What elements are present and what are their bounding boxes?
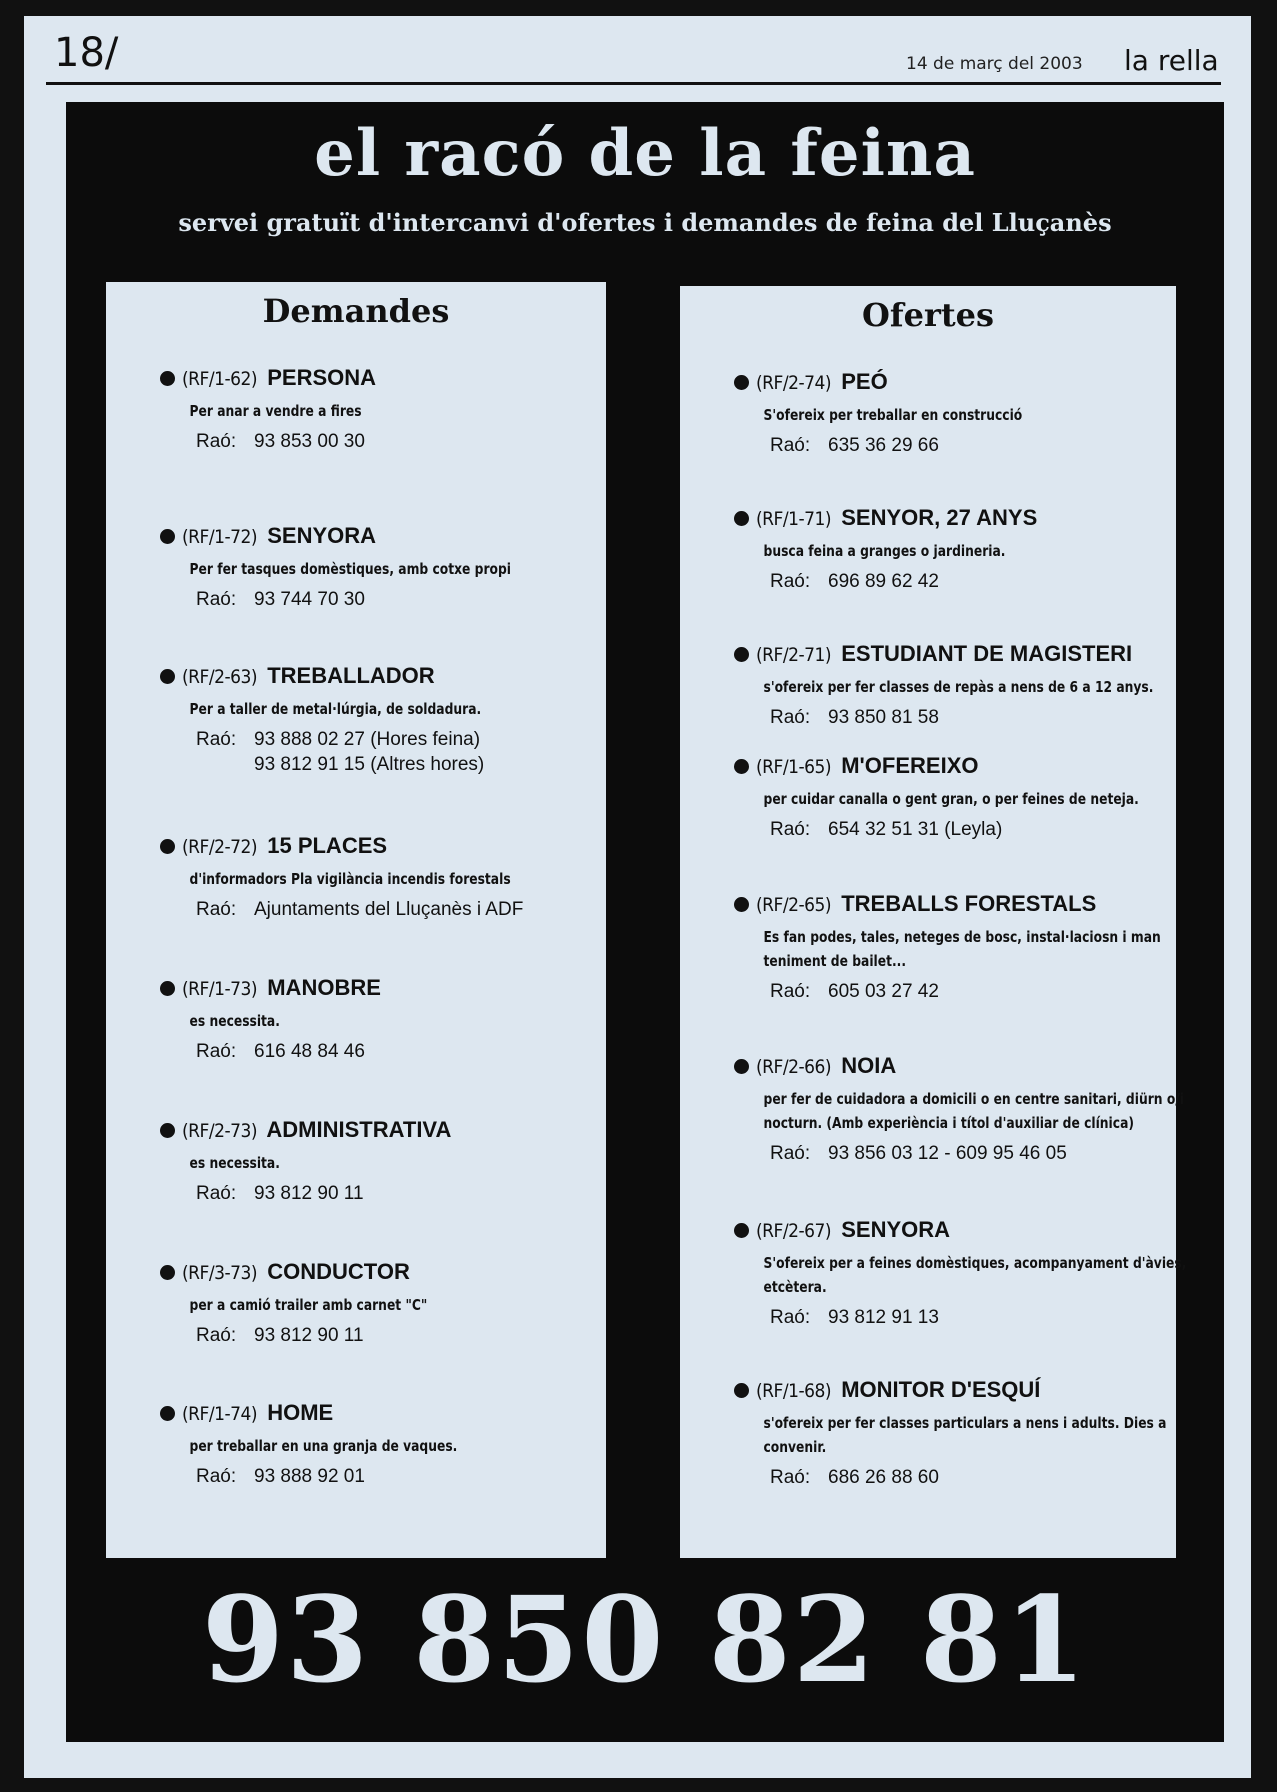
rao-label: Raó: — [770, 435, 811, 456]
entry-title: TREBALLS FORESTALS — [841, 891, 1097, 916]
bullet-icon — [734, 1059, 749, 1074]
entry-ref: (RF/2-67) — [756, 1220, 832, 1242]
offer-item — [734, 1376, 1167, 1490]
entry-title: PEÓ — [841, 369, 888, 394]
rao-label: Raó: — [770, 1307, 811, 1328]
entry-contact: 93 888 02 27 (Hores feina) — [254, 729, 481, 750]
entry-ref: (RF/1-71) — [756, 508, 832, 530]
offer-item — [734, 504, 1164, 594]
entry-title: HOME — [267, 1400, 334, 1425]
entry-ref: (RF/2-66) — [756, 1056, 832, 1078]
entry-ref: (RF/1-73) — [182, 978, 258, 1000]
entry-description: per fer de cuidadora a domicili o en centre sanitari, diürn o/i nocturn. (Amb experiència i títol d'auxiliar de clínica) — [763, 1090, 1184, 1132]
rao-label: Raó: — [196, 899, 237, 920]
bullet-icon — [734, 1223, 749, 1238]
entry-description: S'ofereix per treballar en construcció — [763, 406, 1023, 424]
demand-item — [160, 522, 590, 612]
bullet-icon — [160, 529, 175, 544]
entry-description: Per fer tasques domèstiques, amb cotxe propi — [189, 560, 512, 578]
entry-description: d'informadors Pla vigilància incendis forestals — [189, 870, 511, 888]
entry-contact-secondary: 93 812 91 15 (Altres hores) — [254, 754, 485, 775]
bullet-icon — [160, 1406, 175, 1421]
entry-title: SENYOR, 27 ANYS — [841, 505, 1038, 530]
entry-title: MONITOR D'ESQUÍ — [841, 1377, 1041, 1402]
entry-contact: 605 03 27 42 — [828, 981, 939, 1002]
issue-date: 14 de març del 2003 — [906, 54, 1083, 74]
rao-label: Raó: — [770, 1143, 811, 1164]
rao-label: Raó: — [196, 1466, 237, 1487]
entry-ref: (RF/2-72) — [182, 836, 258, 858]
entry-ref: (RF/1-68) — [756, 1380, 832, 1402]
entry-ref: (RF/1-74) — [182, 1403, 258, 1425]
entry-description: per treballar en una granja de vaques. — [189, 1437, 458, 1455]
demand-item — [160, 974, 590, 1064]
entry-title: M'OFEREIXO — [841, 753, 979, 778]
bullet-icon — [160, 839, 175, 854]
ofertes-heading: Ofertes — [861, 296, 994, 334]
bullet-icon — [160, 669, 175, 684]
entry-description: Es fan podes, tales, neteges de bosc, instal·laciosn i man teniment de bailet... — [763, 928, 1161, 970]
demand-item — [160, 1116, 590, 1206]
section-subtitle: servei gratuït d'intercanvi d'ofertes i demandes de feina del Lluçanès — [178, 208, 1112, 237]
offer-item — [734, 752, 1164, 842]
entry-contact: 654 32 51 31 (Leyla) — [828, 819, 1003, 840]
rao-label: Raó: — [196, 589, 237, 610]
offer-item — [734, 1052, 1184, 1166]
ofertes-column — [680, 286, 1187, 1558]
contact-phone: 93 850 82 81 — [201, 1570, 1089, 1709]
rao-label: Raó: — [770, 981, 811, 1002]
page-number: 18/ — [54, 30, 119, 76]
rao-label: Raó: — [196, 1183, 237, 1204]
entry-ref: (RF/2-73) — [182, 1120, 258, 1142]
entry-title: TREBALLADOR — [267, 663, 435, 688]
publication-name: la rella — [1124, 44, 1219, 77]
demand-item — [160, 1258, 590, 1348]
entry-description: S'ofereix per a feines domèstiques, acompanyament d'àvies, etcètera. — [763, 1254, 1187, 1296]
entry-ref: (RF/2-71) — [756, 644, 832, 666]
demand-item — [160, 662, 590, 777]
bullet-icon — [160, 371, 175, 386]
bullet-icon — [734, 647, 749, 662]
offer-item — [734, 1216, 1187, 1330]
entry-contact: 93 853 00 30 — [254, 431, 365, 452]
rao-label: Raó: — [196, 431, 237, 452]
section-title: el racó de la feina — [314, 116, 976, 191]
entry-contact: 616 48 84 46 — [254, 1041, 365, 1062]
entry-title: SENYORA — [841, 1217, 951, 1242]
offer-item — [734, 368, 1164, 458]
entry-ref: (RF/1-62) — [182, 368, 258, 390]
demand-item — [160, 1399, 590, 1489]
entry-contact: 635 36 29 66 — [828, 435, 939, 456]
entry-contact: 93 812 90 11 — [254, 1325, 364, 1346]
entry-title: NOIA — [841, 1053, 897, 1078]
entry-description: per cuidar canalla o gent gran, o per feines de neteja. — [763, 790, 1139, 808]
entry-ref: (RF/2-74) — [756, 372, 832, 394]
entry-contact: 686 26 88 60 — [828, 1467, 939, 1488]
entry-title: SENYORA — [267, 523, 377, 548]
rao-label: Raó: — [196, 1325, 237, 1346]
rao-label: Raó: — [770, 819, 811, 840]
entry-title: MANOBRE — [267, 975, 381, 1000]
offer-item — [734, 640, 1164, 730]
bullet-icon — [734, 759, 749, 774]
entry-contact: 93 888 92 01 — [254, 1466, 365, 1487]
bullet-icon — [160, 1123, 175, 1138]
entry-description: es necessita. — [189, 1012, 280, 1030]
entry-description: s'ofereix per fer classes particulars a nens i adults. Dies a convenir. — [763, 1414, 1167, 1456]
rao-label: Raó: — [770, 707, 811, 728]
entry-title: ADMINISTRATIVA — [266, 1117, 452, 1142]
bullet-icon — [734, 375, 749, 390]
bullet-icon — [160, 981, 175, 996]
demand-item — [160, 832, 590, 922]
offer-item — [734, 890, 1164, 1004]
entry-title: PERSONA — [267, 365, 377, 390]
entry-ref: (RF/1-72) — [182, 526, 258, 548]
entry-ref: (RF/3-73) — [182, 1262, 258, 1284]
entry-ref: (RF/2-63) — [182, 666, 258, 688]
bullet-icon — [160, 1265, 175, 1280]
entry-contact: 93 812 90 11 — [254, 1183, 364, 1204]
demandes-column — [106, 282, 606, 1558]
entry-description: busca feina a granges o jardineria. — [763, 542, 1006, 560]
entry-description: per a camió trailer amb carnet "C" — [189, 1296, 428, 1314]
bullet-icon — [734, 897, 749, 912]
job-board-panel — [66, 102, 1224, 1742]
entry-contact: Ajuntaments del Lluçanès i ADF — [254, 899, 524, 920]
rao-label: Raó: — [770, 571, 811, 592]
entry-ref: (RF/1-65) — [756, 756, 832, 778]
entry-contact: 93 850 81 58 — [828, 707, 939, 728]
rao-label: Raó: — [770, 1467, 811, 1488]
entry-description: Per anar a vendre a fires — [189, 402, 362, 420]
page-header — [46, 30, 1221, 85]
entry-ref: (RF/2-65) — [756, 894, 832, 916]
entry-contact: 93 744 70 30 — [254, 589, 365, 610]
entry-contact: 696 89 62 42 — [828, 571, 939, 592]
entry-description: s'ofereix per fer classes de repàs a nens de 6 a 12 anys. — [763, 678, 1154, 696]
entry-title: CONDUCTOR — [267, 1259, 410, 1284]
entry-title: 15 PLACES — [267, 833, 388, 858]
entry-contact: 93 856 03 12 - 609 95 46 05 — [828, 1143, 1067, 1164]
entry-contact: 93 812 91 13 — [828, 1307, 939, 1328]
entry-description: es necessita. — [189, 1154, 280, 1172]
entry-description: Per a taller de metal·lúrgia, de soldadura. — [189, 700, 482, 718]
rao-label: Raó: — [196, 1041, 237, 1062]
entry-title: ESTUDIANT DE MAGISTERI — [841, 641, 1133, 666]
rao-label: Raó: — [196, 729, 237, 750]
demand-item — [160, 364, 590, 454]
bullet-icon — [734, 1383, 749, 1398]
bullet-icon — [734, 511, 749, 526]
demandes-heading: Demandes — [262, 292, 450, 330]
